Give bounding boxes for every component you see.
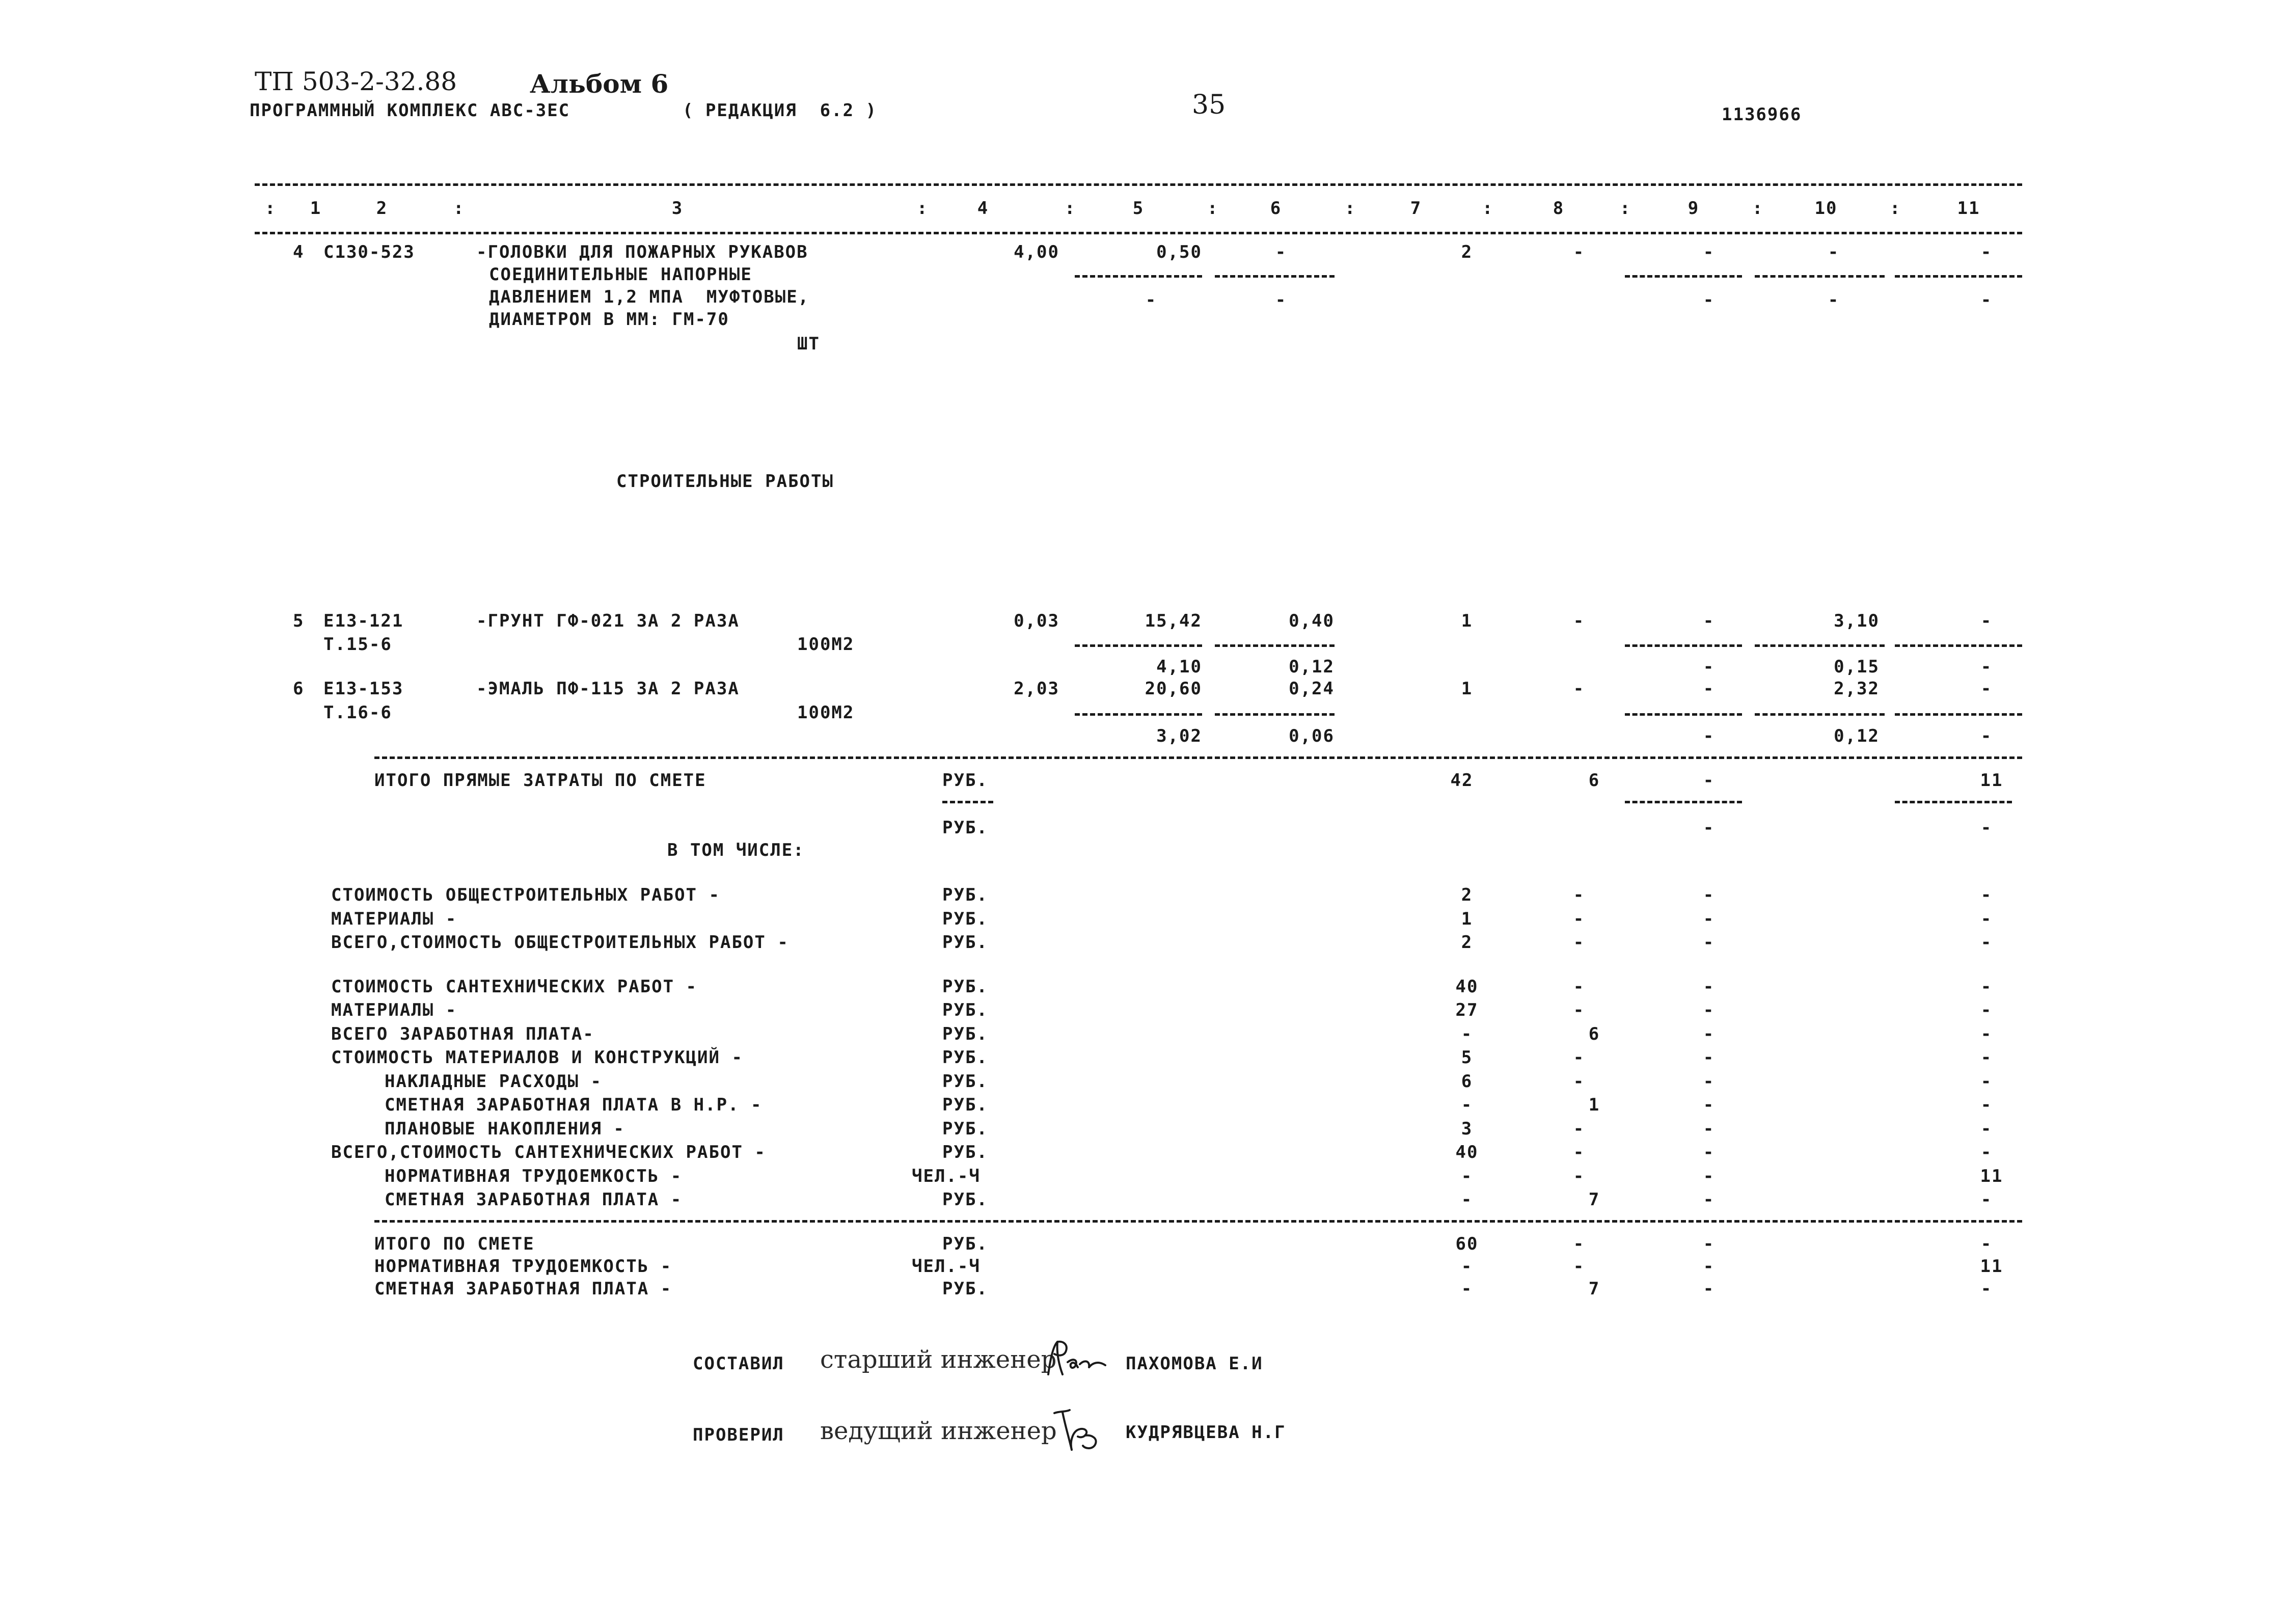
cell-col11: -: [1980, 679, 1993, 699]
final-col11: -: [1980, 1234, 1993, 1254]
compiled-prefix: СОСТАВИЛ: [693, 1354, 784, 1374]
program-title: ПРОГРАММНЫЙ КОМПЛЕКС АВС-ЗЕС: [250, 100, 570, 121]
breakdown-col8: -: [1573, 1047, 1585, 1068]
sub-rule: [1075, 644, 1202, 647]
row-code: С130-523: [323, 242, 415, 262]
including-label: В ТОМ ЧИСЛЕ:: [667, 840, 805, 860]
final-col8: -: [1573, 1234, 1585, 1254]
unit-underline: [942, 801, 993, 803]
breakdown-label: МАТЕРИАЛЫ -: [331, 1000, 457, 1020]
breakdown-unit: РУБ.: [942, 908, 988, 929]
col-sep: :: [265, 198, 277, 219]
breakdown-col9: -: [1703, 932, 1715, 953]
row-number: 5: [293, 611, 305, 631]
breakdown-unit: РУБ.: [942, 1000, 988, 1020]
breakdown-label: НАКЛАДНЫЕ РАСХОДЫ -: [385, 1071, 602, 1092]
breakdown-label: МАТЕРИАЛЫ -: [331, 908, 457, 929]
cell-col11: -: [1980, 242, 1993, 262]
document-code: ТП 503-2-32.88: [255, 67, 457, 96]
cell-col11-sub: -: [1980, 726, 1993, 746]
compiled-signature: [1044, 1339, 1110, 1379]
final-unit: РУБ.: [942, 1279, 988, 1299]
breakdown-unit: ЧЕЛ.-Ч: [912, 1166, 981, 1186]
row-code: Е13-153: [323, 679, 404, 699]
breakdown-label: СТОИМОСТЬ МАТЕРИАЛОВ И КОНСТРУКЦИЙ -: [331, 1047, 743, 1068]
row-number: 6: [293, 679, 305, 699]
col-sep: :: [1890, 198, 1901, 219]
checked-signature: [1049, 1406, 1105, 1457]
breakdown-col7: 3: [1461, 1118, 1473, 1139]
row-description: -ГОЛОВКИ ДЛЯ ПОЖАРНЫХ РУКАВОВ: [476, 242, 808, 262]
totals-rule: [374, 756, 2022, 759]
breakdown-col7: 2: [1461, 932, 1473, 953]
cell-col6: 0,24: [1289, 679, 1335, 699]
direct-costs-col8: 6: [1588, 770, 1600, 791]
cell-col5-sub: -: [1145, 290, 1157, 310]
cell-col7: 1: [1461, 611, 1473, 631]
breakdown-col7: -: [1461, 1189, 1473, 1210]
col-header-8: 8: [1553, 198, 1565, 219]
col-sep: :: [1345, 198, 1356, 219]
breakdown-col9: -: [1703, 1071, 1715, 1092]
breakdown-label: ВСЕГО,СТОИМОСТЬ ОБЩЕСТРОИТЕЛЬНЫХ РАБОТ -: [331, 932, 789, 953]
cell-col9-sub: -: [1703, 726, 1715, 746]
breakdown-col9: -: [1703, 1166, 1715, 1186]
sub-rule: [1075, 275, 1202, 278]
final-unit: РУБ.: [942, 1234, 988, 1254]
direct-costs-label: ИТОГО ПРЯМЫЕ ЗАТРАТЫ ПО СМЕТЕ: [374, 770, 706, 791]
sub-rule: [1755, 275, 1885, 278]
row-table-ref: Т.16-6: [323, 702, 392, 723]
breakdown-col11: -: [1980, 976, 1993, 997]
section-title: СТРОИТЕЛЬНЫЕ РАБОТЫ: [616, 471, 834, 492]
breakdown-label: СМЕТНАЯ ЗАРАБОТНАЯ ПЛАТА -: [385, 1189, 683, 1210]
breakdown-col7: 5: [1461, 1047, 1473, 1068]
col-sep: :: [453, 198, 465, 219]
table-top-rule: [255, 183, 2022, 186]
cell-col6: 0,40: [1289, 611, 1335, 631]
direct-costs-col9-sub: -: [1703, 818, 1715, 838]
breakdown-col11: -: [1980, 932, 1993, 953]
final-col9: -: [1703, 1256, 1715, 1277]
breakdown-label: ВСЕГО ЗАРАБОТНАЯ ПЛАТА-: [331, 1023, 594, 1044]
cell-col11: -: [1980, 611, 1993, 631]
breakdown-col8: -: [1573, 976, 1585, 997]
checked-role: ведущий инженер: [820, 1417, 1057, 1445]
final-totals-rule: [374, 1220, 2022, 1223]
cell-col11-sub: -: [1980, 657, 1993, 677]
cell-col8: -: [1573, 242, 1585, 262]
breakdown-col9: -: [1703, 885, 1715, 905]
row-number: 4: [293, 242, 305, 262]
sub-rule: [1215, 713, 1335, 716]
breakdown-label: СМЕТНАЯ ЗАРАБОТНАЯ ПЛАТА В Н.Р. -: [385, 1095, 763, 1115]
breakdown-col8: -: [1573, 1166, 1585, 1186]
col-header-10: 10: [1814, 198, 1838, 219]
sub-rule: [1625, 275, 1742, 278]
sub-rule: [1895, 275, 2022, 278]
breakdown-col11: -: [1980, 908, 1993, 929]
sub-rule: [1215, 644, 1335, 647]
cell-col7: 2: [1461, 242, 1473, 262]
cell-col5: 15,42: [1145, 611, 1202, 631]
breakdown-col8: -: [1573, 885, 1585, 905]
breakdown-col7: -: [1461, 1166, 1473, 1186]
breakdown-col7: 6: [1461, 1071, 1473, 1092]
breakdown-col11: -: [1980, 885, 1993, 905]
col-sep: :: [1752, 198, 1764, 219]
row-description: ДИАМЕТРОМ В ММ: ГМ-70: [489, 309, 729, 330]
breakdown-unit: РУБ.: [942, 1023, 988, 1044]
breakdown-col8: -: [1573, 1071, 1585, 1092]
program-edition: ( РЕДАКЦИЯ 6.2 ): [683, 100, 877, 121]
direct-costs-col9: -: [1703, 770, 1715, 791]
cell-col10-sub: -: [1828, 290, 1840, 310]
breakdown-unit: РУБ.: [942, 1071, 988, 1092]
cell-qty: 2,03: [1014, 679, 1059, 699]
breakdown-col7: 1: [1461, 908, 1473, 929]
cell-col10-sub: 0,12: [1834, 726, 1880, 746]
col-sep: :: [1620, 198, 1631, 219]
breakdown-col7: 40: [1455, 1142, 1479, 1162]
breakdown-unit: РУБ.: [942, 1189, 988, 1210]
cell-qty: 0,03: [1014, 611, 1059, 631]
breakdown-col7: -: [1461, 1023, 1473, 1044]
row-unit: ШТ: [797, 334, 820, 354]
breakdown-col8: 1: [1588, 1095, 1600, 1115]
breakdown-label: ВСЕГО,СТОИМОСТЬ САНТЕХНИЧЕСКИХ РАБОТ -: [331, 1142, 766, 1162]
cell-qty: 4,00: [1014, 242, 1059, 262]
sub-rule: [1215, 275, 1335, 278]
sub-rule: [1625, 801, 1742, 803]
sub-rule: [1755, 713, 1885, 716]
album-label: Альбом 6: [530, 69, 669, 99]
breakdown-col7: -: [1461, 1095, 1473, 1115]
row-description: -ГРУНТ ГФ-021 ЗА 2 РАЗА: [476, 611, 740, 631]
breakdown-col11: -: [1980, 1095, 1993, 1115]
breakdown-label: ПЛАНОВЫЕ НАКОПЛЕНИЯ -: [385, 1118, 625, 1139]
direct-costs-unit-2: РУБ.: [942, 818, 988, 838]
cell-col10: -: [1828, 242, 1840, 262]
cell-col5-sub: 4,10: [1156, 657, 1202, 677]
breakdown-label: СТОИМОСТЬ САНТЕХНИЧЕСКИХ РАБОТ -: [331, 976, 698, 997]
breakdown-unit: РУБ.: [942, 1095, 988, 1115]
cell-col5-sub: 3,02: [1156, 726, 1202, 746]
final-label: НОРМАТИВНАЯ ТРУДОЕМКОСТЬ -: [374, 1256, 672, 1277]
sub-rule: [1625, 644, 1742, 647]
breakdown-col9: -: [1703, 1023, 1715, 1044]
breakdown-unit: РУБ.: [942, 1118, 988, 1139]
final-col11: -: [1980, 1279, 1993, 1299]
sub-rule: [1755, 644, 1885, 647]
final-col8: -: [1573, 1256, 1585, 1277]
final-col9: -: [1703, 1234, 1715, 1254]
breakdown-unit: РУБ.: [942, 1047, 988, 1068]
col-sep: :: [1207, 198, 1219, 219]
breakdown-col9: -: [1703, 1142, 1715, 1162]
checked-name: КУДРЯВЦЕВА Н.Г: [1126, 1422, 1286, 1443]
breakdown-label: НОРМАТИВНАЯ ТРУДОЕМКОСТЬ -: [385, 1166, 683, 1186]
cell-col8: -: [1573, 611, 1585, 631]
col-header-11: 11: [1957, 198, 1980, 219]
cell-col9-sub: -: [1703, 290, 1715, 310]
final-col7: 60: [1455, 1234, 1479, 1254]
direct-costs-unit: РУБ.: [942, 770, 988, 791]
col-header-4: 4: [977, 198, 989, 219]
breakdown-col9: -: [1703, 1095, 1715, 1115]
breakdown-unit: РУБ.: [942, 885, 988, 905]
cell-col11-sub: -: [1980, 290, 1993, 310]
row-description: ДАВЛЕНИЕМ 1,2 МПА МУФТОВЫЕ,: [489, 287, 810, 307]
cell-col9: -: [1703, 242, 1715, 262]
breakdown-col7: 2: [1461, 885, 1473, 905]
breakdown-col11: -: [1980, 1000, 1993, 1020]
col-header-3: 3: [671, 198, 684, 219]
direct-costs-col11: 11: [1980, 770, 2003, 791]
cell-col5: 0,50: [1156, 242, 1202, 262]
sub-rule: [1895, 644, 2022, 647]
page-number: 35: [1192, 90, 1226, 120]
row-unit: 100М2: [797, 634, 855, 655]
sub-rule: [1895, 713, 2022, 716]
sub-rule: [1075, 713, 1202, 716]
cell-col10-sub: 0,15: [1834, 657, 1880, 677]
breakdown-col8: -: [1573, 908, 1585, 929]
final-label: СМЕТНАЯ ЗАРАБОТНАЯ ПЛАТА -: [374, 1279, 672, 1299]
breakdown-col8: 6: [1588, 1023, 1600, 1044]
direct-costs-col7: 42: [1450, 770, 1474, 791]
breakdown-col8: -: [1573, 1000, 1585, 1020]
cell-col6-sub: 0,12: [1289, 657, 1335, 677]
breakdown-unit: РУБ.: [942, 932, 988, 953]
final-col7: -: [1461, 1256, 1473, 1277]
col-header-5: 5: [1132, 198, 1145, 219]
breakdown-unit: РУБ.: [942, 1142, 988, 1162]
breakdown-col11: -: [1980, 1047, 1993, 1068]
breakdown-label: СТОИМОСТЬ ОБЩЕСТРОИТЕЛЬНЫХ РАБОТ -: [331, 885, 720, 905]
final-unit: ЧЕЛ.-Ч: [912, 1256, 981, 1277]
breakdown-col11: -: [1980, 1023, 1993, 1044]
sub-rule: [1625, 713, 1742, 716]
final-label: ИТОГО ПО СМЕТЕ: [374, 1234, 535, 1254]
col-header-6: 6: [1270, 198, 1282, 219]
breakdown-col11: -: [1980, 1189, 1993, 1210]
cell-col5: 20,60: [1145, 679, 1202, 699]
breakdown-col11: -: [1980, 1142, 1993, 1162]
direct-costs-col11-sub: -: [1980, 818, 1993, 838]
breakdown-col8: -: [1573, 1118, 1585, 1139]
col-sep: :: [1482, 198, 1494, 219]
final-col7: -: [1461, 1279, 1473, 1299]
final-col8: 7: [1588, 1279, 1600, 1299]
document-number: 1136966: [1722, 104, 1802, 125]
column-header-rule: [255, 232, 2022, 234]
breakdown-col9: -: [1703, 1047, 1715, 1068]
final-col11: 11: [1980, 1256, 2003, 1277]
breakdown-col11: -: [1980, 1071, 1993, 1092]
breakdown-unit: РУБ.: [942, 976, 988, 997]
breakdown-col7: 27: [1455, 1000, 1479, 1020]
breakdown-col7: 40: [1455, 976, 1479, 997]
cell-col6-sub: 0,06: [1289, 726, 1335, 746]
breakdown-col9: -: [1703, 1000, 1715, 1020]
breakdown-col8: -: [1573, 1142, 1585, 1162]
breakdown-col8: 7: [1588, 1189, 1600, 1210]
breakdown-col9: -: [1703, 1189, 1715, 1210]
compiled-role: старший инженер: [820, 1345, 1057, 1374]
breakdown-col9: -: [1703, 976, 1715, 997]
cell-col10: 3,10: [1834, 611, 1880, 631]
breakdown-col11: -: [1980, 1118, 1993, 1139]
breakdown-col8: -: [1573, 932, 1585, 953]
checked-prefix: ПРОВЕРИЛ: [693, 1425, 784, 1445]
sub-rule: [1895, 801, 2012, 803]
final-col9: -: [1703, 1279, 1715, 1299]
col-sep: :: [917, 198, 929, 219]
col-header-7: 7: [1410, 198, 1422, 219]
compiled-name: ПАХОМОВА Е.И: [1126, 1354, 1263, 1374]
cell-col9: -: [1703, 679, 1715, 699]
cell-col9-sub: -: [1703, 657, 1715, 677]
breakdown-col9: -: [1703, 1118, 1715, 1139]
col-sep: :: [1065, 198, 1076, 219]
col-header-9: 9: [1688, 198, 1700, 219]
cell-col6-sub: -: [1275, 290, 1287, 310]
cell-col9: -: [1703, 611, 1715, 631]
row-description: -ЭМАЛЬ ПФ-115 ЗА 2 РАЗА: [476, 679, 740, 699]
breakdown-col9: -: [1703, 908, 1715, 929]
cell-col6: -: [1275, 242, 1287, 262]
row-unit: 100М2: [797, 702, 855, 723]
cell-col10: 2,32: [1834, 679, 1880, 699]
cell-col7: 1: [1461, 679, 1473, 699]
row-description: СОЕДИНИТЕЛЬНЫЕ НАПОРНЫЕ: [489, 264, 752, 285]
cell-col8: -: [1573, 679, 1585, 699]
col-header-2: 2: [376, 198, 388, 219]
breakdown-col11: 11: [1980, 1166, 2003, 1186]
col-header-1: 1: [310, 198, 322, 219]
row-code: Е13-121: [323, 611, 404, 631]
row-table-ref: Т.15-6: [323, 634, 392, 655]
